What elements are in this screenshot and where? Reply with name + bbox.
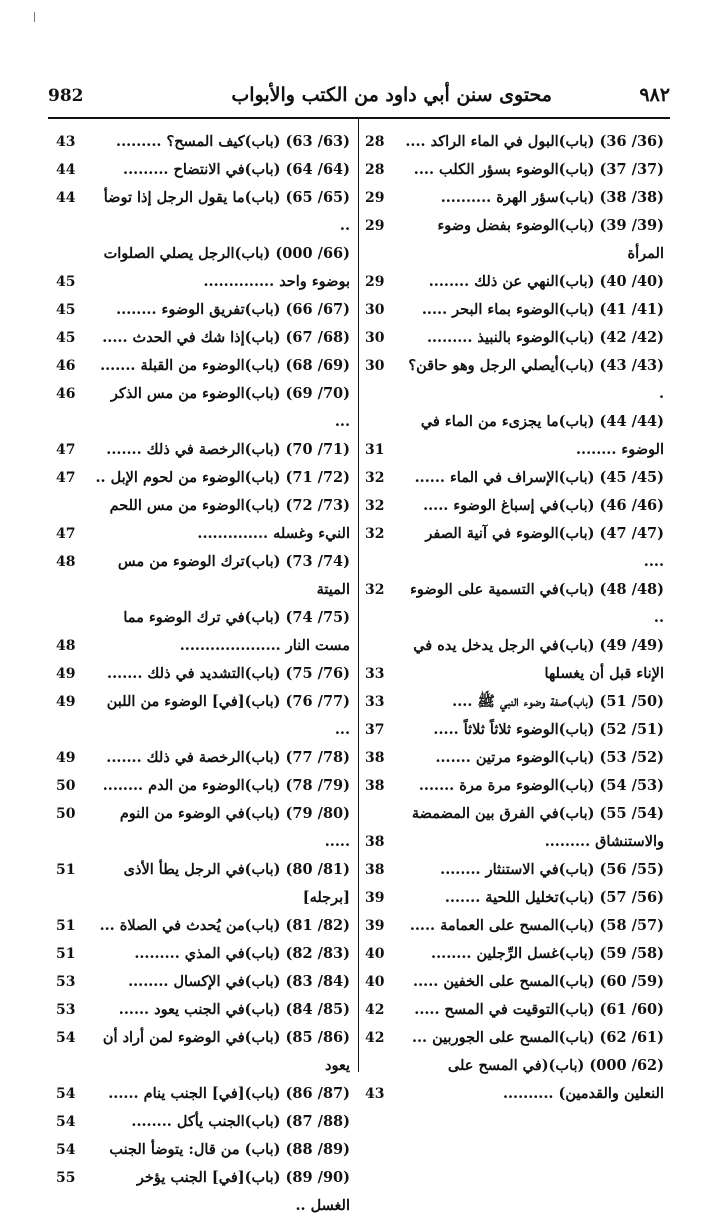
toc-column-right	[358, 118, 672, 1102]
toc-page-number: 38	[365, 750, 385, 766]
toc-entry	[48, 744, 358, 772]
toc-entry-title: (79/ 78) (باب)الوضوء من الدم ........	[102, 777, 350, 794]
toc-entry-title: (49/ 49) (باب)في الرجل يدخل يده في الإناء قبل أن يغسلها	[413, 637, 664, 682]
toc-page-number: 30	[365, 358, 385, 374]
toc-entry	[48, 380, 358, 436]
toc-entry-title: (57/ 58) (باب)المسح على العمامة .....	[409, 917, 664, 934]
toc-entry	[48, 128, 358, 156]
page-number-latin: 982	[48, 86, 84, 106]
toc-entry	[48, 548, 358, 604]
toc-page-number: 40	[365, 946, 385, 962]
toc-page-number: 47	[56, 442, 76, 458]
toc-page-number: 31	[365, 442, 385, 458]
toc-page-number: 33	[365, 666, 385, 682]
toc-entry-title: (56/ 57) (باب)تخليل اللحية .......	[444, 889, 664, 906]
toc-page-number: 54	[56, 1086, 76, 1102]
toc-entry	[48, 772, 358, 800]
toc-entry	[359, 408, 672, 464]
toc-page-number: 49	[56, 750, 76, 766]
toc-entry-title: (75/ 74) (باب)في ترك الوضوء مما مست النار ....................	[123, 609, 350, 654]
toc-entry	[48, 856, 358, 912]
toc-entry-title: (68/ 67) (باب)إذا شك في الحدث .....	[102, 329, 350, 346]
toc-entry	[359, 1024, 672, 1052]
toc-entry	[48, 1136, 358, 1164]
toc-page-number: 39	[365, 890, 385, 906]
margin-mark	[34, 12, 35, 22]
toc-page-number: 50	[56, 806, 76, 822]
toc-entry-title: (77/ 76) (باب)[في] الوضوء من اللبن ...	[106, 693, 350, 738]
toc-page-number: 44	[56, 190, 76, 206]
toc-page-number: 55	[56, 1170, 76, 1186]
toc-entry-title: (60/ 61) (باب)التوقيت في المسح .....	[414, 1001, 664, 1018]
toc-entry-title: (50/ 51) (باب)صفة وضوء النبي ﷺ ....	[452, 693, 664, 710]
toc-entry-title: (85/ 84) (باب)في الجنب يعود ......	[118, 1001, 350, 1018]
toc-entry	[359, 996, 672, 1024]
toc-page-number: 28	[365, 162, 385, 178]
toc-entry-title: (76/ 75) (باب)التشديد في ذلك .......	[107, 665, 350, 682]
toc-entry-title: (86/ 85) (باب)في الوضوء لمن أراد أن يعود	[102, 1029, 350, 1074]
toc-entry-title: (53/ 54) (باب)الوضوء مرة مرة .......	[418, 777, 664, 794]
toc-page-number: 45	[56, 302, 76, 318]
toc-entry-title: (52/ 53) (باب)الوضوء مرتين .......	[435, 749, 664, 766]
toc-page-number: 37	[365, 722, 385, 738]
toc-entry	[359, 968, 672, 996]
toc-page-number: 54	[56, 1030, 76, 1046]
toc-entry	[48, 436, 358, 464]
toc-entry-title: (40/ 40) (باب)النهي عن ذلك ........	[428, 273, 664, 290]
toc-entry	[359, 744, 672, 772]
toc-entry	[48, 296, 358, 324]
toc-entry	[359, 156, 672, 184]
toc-page-number: 48	[56, 554, 76, 570]
toc-entry	[48, 1108, 358, 1136]
toc-entry	[359, 520, 672, 576]
toc-page-number: 43	[365, 1086, 385, 1102]
toc-entry-title: (39/ 39) (باب)الوضوء بفضل وضوء المرأة	[437, 217, 664, 262]
toc-page-number: 53	[56, 1002, 76, 1018]
toc-entry	[48, 912, 358, 940]
toc-entry-title: (38/ 38) (باب)سؤر الهرة ..........	[440, 189, 664, 206]
toc-page-number: 51	[56, 862, 76, 878]
toc-entry-title: (65/ 65) (باب)ما يقول الرجل إذا توضأ ..	[103, 189, 350, 234]
toc-entry	[359, 352, 672, 408]
toc-page-number: 51	[56, 918, 76, 934]
toc-entry-title: (67/ 66) (باب)تفريق الوضوء ........	[116, 301, 350, 318]
toc-entry	[359, 464, 672, 492]
toc-entry	[359, 800, 672, 856]
toc-entry	[359, 632, 672, 688]
toc-page-number: 30	[365, 330, 385, 346]
toc-entry	[48, 240, 358, 296]
toc-entry-title: (42/ 42) (باب)الوضوء بالنبيذ .........	[426, 329, 664, 346]
toc-page-number: 29	[365, 218, 385, 234]
toc-entry-title: (64/ 64) (باب)في الانتضاح .........	[123, 161, 350, 178]
toc-entry-title: (46/ 46) (باب)في إسباغ الوضوء .....	[423, 497, 664, 514]
toc-entry	[48, 184, 358, 240]
toc-entry	[359, 856, 672, 884]
toc-entry	[359, 1052, 672, 1108]
toc-entry	[359, 128, 672, 156]
toc-entry-title: (72/ 71) (باب)الوضوء من لحوم الإبل ..	[95, 469, 350, 486]
toc-entry	[48, 1080, 358, 1108]
toc-page-number: 42	[365, 1002, 385, 1018]
toc-entry-title: (89/ 88) (باب) من قال: يتوضأ الجنب	[109, 1141, 350, 1158]
toc-entry-title: (61/ 62) (باب)المسح على الجوربين ...	[411, 1029, 664, 1046]
toc-entry	[48, 492, 358, 548]
toc-entry	[359, 492, 672, 520]
toc-page-number: 30	[365, 302, 385, 318]
toc-entry-title: (43/ 43) (باب)أيصلي الرجل وهو حاقن؟ .	[408, 357, 664, 402]
toc-entry-title: (71/ 70) (باب)الرخصة في ذلك .......	[106, 441, 350, 458]
toc-page-number: 29	[365, 190, 385, 206]
toc-entry	[359, 268, 672, 296]
toc-page-number: 38	[365, 778, 385, 794]
running-title: محتوى سنن أبي داود من الكتب والأبواب	[231, 84, 552, 106]
toc-page-number: 46	[56, 386, 76, 402]
toc-entry	[359, 576, 672, 632]
toc-entry	[48, 996, 358, 1024]
toc-page-number: 38	[365, 862, 385, 878]
toc-entry	[48, 1024, 358, 1080]
page-header	[48, 86, 670, 116]
toc-column-left	[48, 118, 358, 1214]
toc-entry-title: (70/ 69) (باب)الوضوء من مس الذكر ...	[110, 385, 350, 430]
toc-entry-title: (80/ 79) (باب)في الوضوء من النوم .....	[119, 805, 350, 850]
toc-entry-title: (69/ 68) (باب)الوضوء من القبلة .......	[100, 357, 350, 374]
toc-entry-title: (81/ 80) (باب)في الرجل يطأ الأذى [برجله]	[123, 861, 350, 906]
toc-entry	[359, 324, 672, 352]
toc-page-number: 43	[56, 134, 76, 150]
toc-entry	[48, 660, 358, 688]
toc-entry-title: (63/ 63) (باب)كيف المسح؟ .........	[116, 133, 350, 150]
toc-entry	[48, 464, 358, 492]
toc-page-number: 53	[56, 974, 76, 990]
toc-page-number: 33	[365, 694, 385, 710]
toc-entry-title: (84/ 83) (باب)في الإكسال ........	[128, 973, 350, 990]
toc-page-number: 32	[365, 582, 385, 598]
toc-page-number: 32	[365, 498, 385, 514]
toc-entry	[48, 940, 358, 968]
toc-page-number: 46	[56, 358, 76, 374]
toc-page-number: 45	[56, 274, 76, 290]
toc-page-number: 45	[56, 330, 76, 346]
toc-page-number: 39	[365, 918, 385, 934]
toc-entry-title: (78/ 77) (باب)الرخصة في ذلك .......	[106, 749, 350, 766]
toc-entry	[359, 912, 672, 940]
toc-entry-title: (55/ 56) (باب)في الاستنثار ........	[440, 861, 664, 878]
toc-entry-title: (44/ 44) (باب)ما يجزىء من الماء في الوضوء ........	[420, 413, 664, 458]
toc-entry	[359, 884, 672, 912]
toc-entry	[359, 940, 672, 968]
toc-entry	[48, 1164, 358, 1220]
toc-entry-title: (87/ 86) (باب)[في] الجنب ينام ......	[108, 1085, 350, 1102]
toc-entry-title: (90/ 89) (باب)[في] الجنب يؤخر الغسل ..	[136, 1169, 350, 1214]
toc-page-number: 51	[56, 946, 76, 962]
toc-entry-title: (41/ 41) (باب)الوضوء بماء البحر .....	[421, 301, 664, 318]
toc-page-number: 54	[56, 1114, 76, 1130]
toc-page-number: 49	[56, 694, 76, 710]
toc-entry	[48, 352, 358, 380]
toc-entry	[359, 296, 672, 324]
toc-entry	[359, 772, 672, 800]
toc-entry-title: (88/ 87) (باب)الجنب يأكل ........	[131, 1113, 350, 1130]
toc-entry-title: (73/ 72) (باب)الوضوء من مس اللحم النيء وغسله ..............	[109, 497, 350, 542]
toc-entry-title: (74/ 73) (باب)ترك الوضوء من مس الميتة	[117, 553, 350, 598]
toc-page-number: 42	[365, 1030, 385, 1046]
toc-page-number: 32	[365, 526, 385, 542]
toc-page-number: 38	[365, 834, 385, 850]
toc-entry-title: (51/ 52) (باب)الوضوء ثلاثاً ثلاثاً .....	[433, 721, 664, 738]
toc-entry-title: (48/ 48) (باب)في التسمية على الوضوء ..	[410, 581, 664, 626]
toc-page-number: 50	[56, 778, 76, 794]
toc-entry	[48, 604, 358, 660]
toc-entry-title: (83/ 82) (باب)في المذي .........	[134, 945, 350, 962]
toc-entry-title: (82/ 81) (باب)من يُحدث في الصلاة ...	[99, 917, 350, 934]
toc-entry	[48, 968, 358, 996]
toc-page-number: 44	[56, 162, 76, 178]
toc-entry-title: (37/ 37) (باب)الوضوء بسؤر الكلب ....	[413, 161, 664, 178]
toc-page-number: 40	[365, 974, 385, 990]
toc-entry	[48, 800, 358, 856]
toc-entry-title: (66/ 000) (باب)الرجل يصلي الصلوات بوضوء واحد ..............	[103, 245, 350, 290]
toc-page-number: 32	[365, 470, 385, 486]
toc-entry	[359, 716, 672, 744]
toc-page-number: 28	[365, 134, 385, 150]
toc-entry	[48, 156, 358, 184]
toc-entry	[48, 688, 358, 744]
toc-page-number: 49	[56, 666, 76, 682]
toc-entry-title: (58/ 59) (باب)غسل الرِّجلين ........	[431, 945, 664, 962]
toc-page-number: 29	[365, 274, 385, 290]
toc-page-number: 48	[56, 638, 76, 654]
toc-entry-title: (59/ 60) (باب)المسح على الخفين .....	[413, 973, 664, 990]
toc-entry	[359, 212, 672, 268]
toc-page-number: 47	[56, 470, 76, 486]
toc-entry	[359, 184, 672, 212]
toc-entry-title: (47/ 47) (باب)الوضوء في آنية الصفر ....	[425, 525, 664, 570]
toc-entry-title: (45/ 45) (باب)الإسراف في الماء ......	[414, 469, 664, 486]
toc-page-number: 54	[56, 1142, 76, 1158]
toc-entry	[359, 688, 672, 716]
toc-entry-title: (62/ 000) (باب)(في المسح على النعلين والقدمين) ..........	[447, 1057, 664, 1102]
toc-entry	[48, 324, 358, 352]
page-number-arabic: ٩٨٢	[639, 84, 670, 106]
toc-entry-title: (36/ 36) (باب)البول في الماء الراكد ....	[405, 133, 664, 150]
toc-page-number: 47	[56, 526, 76, 542]
toc-entry-title: (54/ 55) (باب)في الفرق بين المضمضة والاستنشاق .........	[411, 805, 664, 850]
